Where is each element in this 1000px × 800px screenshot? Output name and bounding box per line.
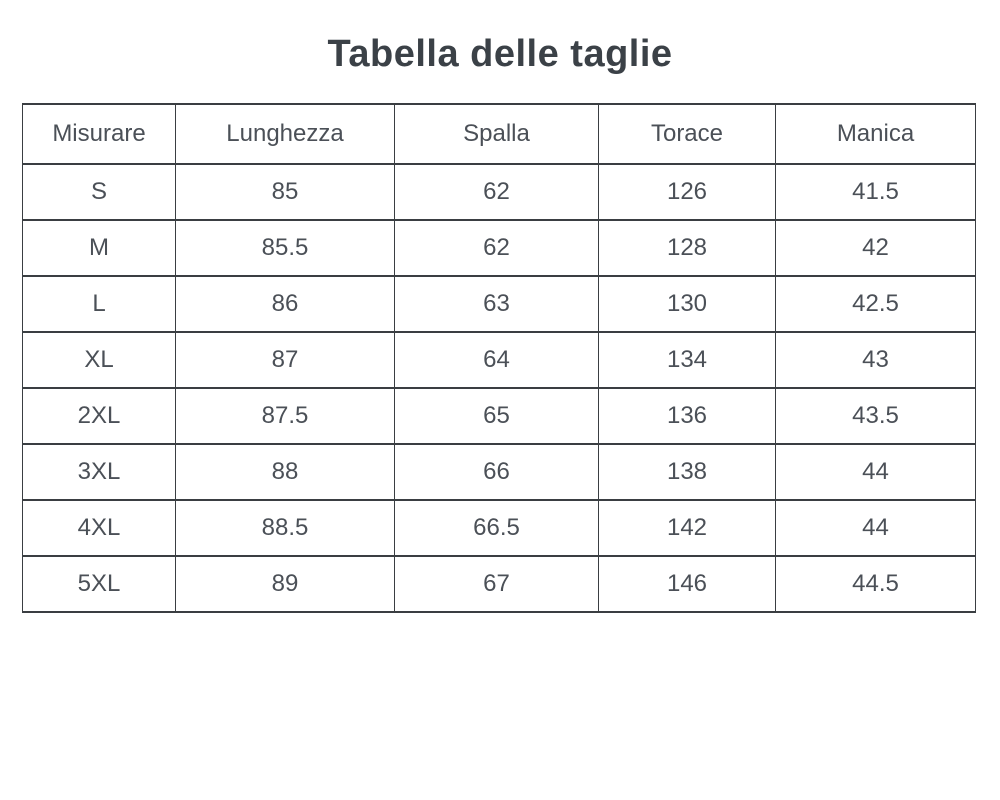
size-label-cell: 3XL (23, 444, 176, 500)
measurement-cell: 86 (176, 276, 395, 332)
measurement-cell: 66 (395, 444, 599, 500)
table-row (23, 332, 976, 388)
table-row (23, 220, 976, 276)
measurement-cell: 63 (395, 276, 599, 332)
size-label-cell: XL (23, 332, 176, 388)
measurement-cell: 87.5 (176, 388, 395, 444)
column-header: Manica (776, 104, 976, 164)
size-table-body (23, 164, 976, 612)
measurement-cell: 43 (776, 332, 976, 388)
column-header: Spalla (395, 104, 599, 164)
measurement-cell: 62 (395, 220, 599, 276)
measurement-cell: 136 (599, 388, 776, 444)
measurement-cell: 142 (599, 500, 776, 556)
size-table-header (23, 104, 976, 164)
measurement-cell: 134 (599, 332, 776, 388)
measurement-cell: 88.5 (176, 500, 395, 556)
column-header: Lunghezza (176, 104, 395, 164)
measurement-cell: 44 (776, 444, 976, 500)
header-row (23, 104, 976, 164)
measurement-cell: 44 (776, 500, 976, 556)
page-title: Tabella delle taglie (327, 33, 673, 75)
size-label-cell: 5XL (23, 556, 176, 612)
size-label-cell: L (23, 276, 176, 332)
measurement-cell: 128 (599, 220, 776, 276)
measurement-cell: 44.5 (776, 556, 976, 612)
size-label-cell: S (23, 164, 176, 220)
measurement-cell: 65 (395, 388, 599, 444)
size-table (22, 103, 976, 613)
table-row (23, 164, 976, 220)
measurement-cell: 64 (395, 332, 599, 388)
measurement-cell: 42 (776, 220, 976, 276)
measurement-cell: 146 (599, 556, 776, 612)
measurement-cell: 43.5 (776, 388, 976, 444)
measurement-cell: 138 (599, 444, 776, 500)
measurement-cell: 89 (176, 556, 395, 612)
size-label-cell: 4XL (23, 500, 176, 556)
table-row (23, 444, 976, 500)
measurement-cell: 88 (176, 444, 395, 500)
table-row (23, 276, 976, 332)
measurement-cell: 85.5 (176, 220, 395, 276)
measurement-cell: 41.5 (776, 164, 976, 220)
column-header: Misurare (23, 104, 176, 164)
measurement-cell: 62 (395, 164, 599, 220)
measurement-cell: 67 (395, 556, 599, 612)
table-row (23, 388, 976, 444)
measurement-cell: 130 (599, 276, 776, 332)
column-header: Torace (599, 104, 776, 164)
size-label-cell: 2XL (23, 388, 176, 444)
measurement-cell: 126 (599, 164, 776, 220)
measurement-cell: 42.5 (776, 276, 976, 332)
measurement-cell: 66.5 (395, 500, 599, 556)
measurement-cell: 87 (176, 332, 395, 388)
measurement-cell: 85 (176, 164, 395, 220)
table-row (23, 500, 976, 556)
size-label-cell: M (23, 220, 176, 276)
table-row (23, 556, 976, 612)
